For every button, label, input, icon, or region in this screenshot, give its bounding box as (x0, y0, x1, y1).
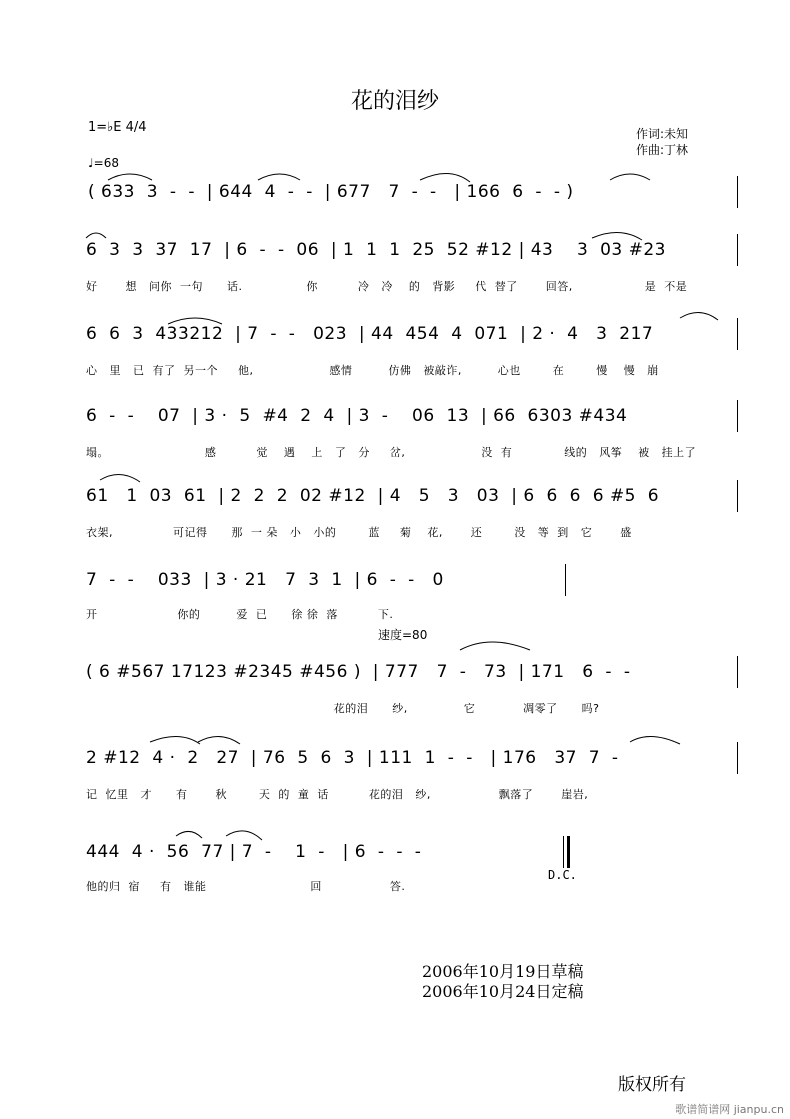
slur (86, 233, 106, 238)
slur (176, 831, 202, 838)
score-row-9-lyrics: 他的归 宿 有 谁能 回 答. (86, 880, 406, 893)
score-row-8-lyrics: 记 忆里 才 有 秋 天 的 童 话 花的泪 纱, 飘落了 崖岩, (86, 788, 589, 801)
score-row-2-notes: 6 3 3 37 17 | 6 - - 06 | 1 1 1 25 52 #12 | 43 3 03 #23 (86, 240, 666, 260)
slur (420, 173, 470, 182)
tempo-change: 速度=80 (378, 628, 428, 642)
slur (592, 232, 642, 240)
slur (460, 642, 530, 650)
score-row-4-notes: 6 - - 07 | 3 · 5 #4 2 4 | 3 - 06 13 | 66 6303 #434 (86, 406, 628, 426)
score-row-6-lyrics: 开 你的 爱 已 徐 徐 落 下. (86, 608, 394, 621)
score-row-3-notes: 6 6 3 433212 | 7 - - 023 | 44 454 4 071 | 2 · 4 3 217 (86, 324, 654, 344)
slur (680, 312, 718, 320)
score-row-1-notes: ( 633 3 - - | 644 4 - - | 677 7 - - | 166 6 - - ) (88, 182, 574, 202)
copyright-notice: 版权所有 (618, 1075, 686, 1095)
score-row-3-lyrics: 心 里 已 有了 另一个 他, 感情 仿佛 被敲诈, 心也 在 慢 慢 崩 (86, 364, 659, 377)
site-watermark: 歌谱简谱网 jianpu.cn (675, 1103, 784, 1116)
score-row-5-lyrics: 衣架, 可记得 那 一 朵 小 小的 蓝 菊 花, 还 没 等 到 它 盛 (86, 526, 632, 539)
lyricist: 作词:未知 (636, 127, 689, 141)
slur (226, 831, 262, 840)
draft-date: 2006年10月19日草稿 (422, 962, 584, 981)
final-date: 2006年10月24日定稿 (422, 982, 584, 1001)
score-row-6-notes: 7 - - 033 | 3 · 21 7 3 1 | 6 - - 0 (86, 570, 444, 590)
slur (610, 174, 650, 180)
slur (258, 174, 300, 180)
slur (150, 736, 200, 744)
slur (100, 474, 140, 482)
score-row-9-notes: 444 4 · 56 77 | 7 - 1 - | 6 - - - (86, 842, 422, 862)
song-title: 花的泪纱 (350, 89, 439, 114)
da-capo-mark: D.C. (548, 868, 577, 882)
slur (198, 736, 240, 744)
slur (108, 174, 152, 180)
score-row-7-lyrics: 花的泪 纱, 它 凋零了 吗? (86, 702, 600, 715)
score-row-5-notes: 61 1 03 61 | 2 2 2 02 #12 | 4 5 3 03 | 6 6 6 6 #5 6 (86, 486, 660, 506)
score-row-4-lyrics: 塌。 感 觉 遇 上 了 分 岔, 没 有 线的 风筝 被 挂上了 (86, 446, 697, 459)
composer: 作曲:丁林 (636, 143, 689, 157)
score-row-8-notes: 2 #12 4 · 2 27 | 76 5 6 3 | 111 1 - - | 176 37 7 - (86, 748, 619, 768)
score-row-2-lyrics: 好 想 问你 一句 话. 你 冷 冷 的 背影 代 替了 回答, 是 不是 (86, 280, 688, 293)
tempo-marking: ♩=68 (88, 156, 119, 170)
score-row-7-notes: ( 6 #567 17123 #2345 #456 ) | 777 7 - 73 | 171 6 - - (86, 662, 631, 682)
slur (168, 318, 222, 324)
key-signature: 1=♭E 4/4 (88, 120, 147, 135)
draft-dates (422, 962, 583, 1002)
slur (630, 736, 680, 744)
